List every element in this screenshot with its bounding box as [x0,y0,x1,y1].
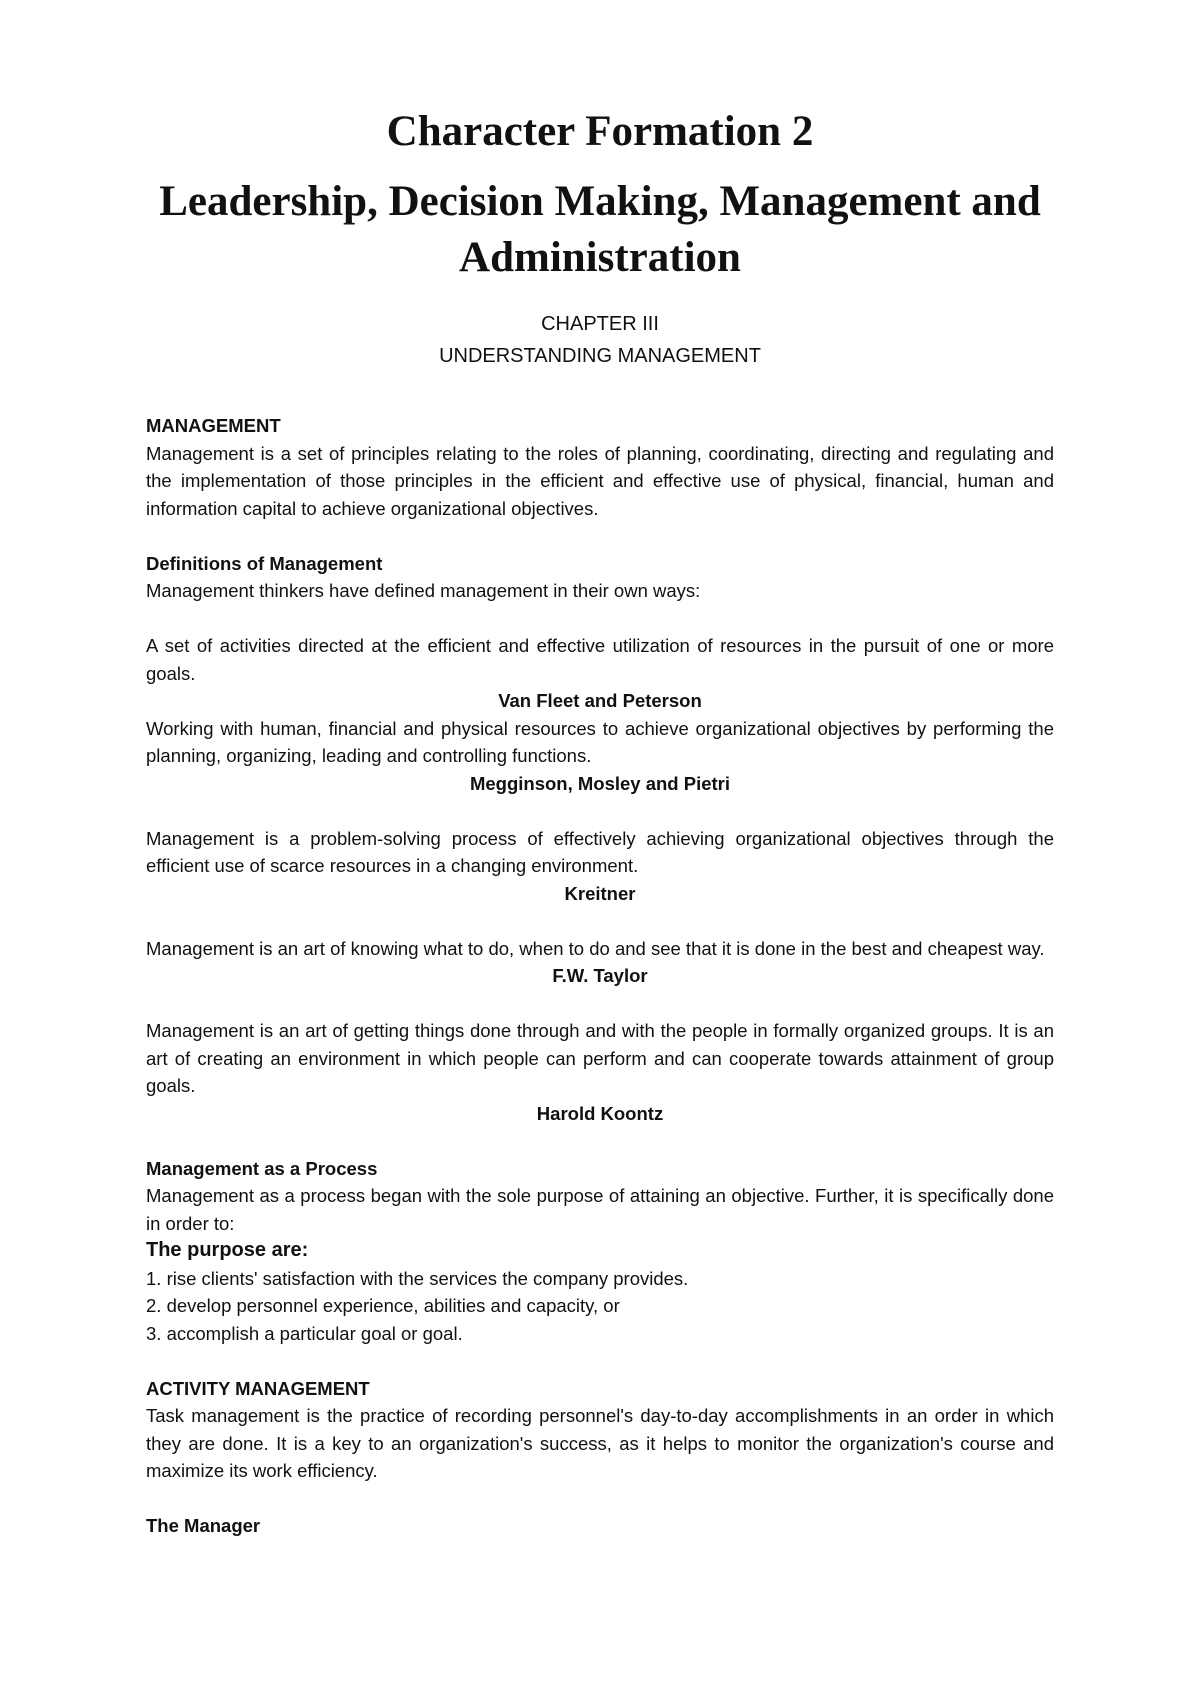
section-heading-manager: The Manager [146,1515,261,1536]
section-heading-activity: ACTIVITY MANAGEMENT [146,1377,370,1399]
manager-section [146,1512,1054,1540]
chapter-title: UNDERSTANDING MANAGEMENT [439,345,761,367]
list-item: 3. accomplish a particular goal or goal. [146,1322,463,1344]
section-heading-process: Management as a Process [146,1157,378,1179]
definition-author: Van Fleet and Peterson [498,690,702,711]
definition-text: Management is an art of knowing what to do, when to do and see that it is done in the best and cheapest way. [146,937,1045,959]
chapter-label: CHAPTER III [541,313,659,335]
definition-author: Harold Koontz [536,1102,664,1124]
management-section [146,412,1054,522]
activity-section [146,1375,1054,1485]
process-paragraph: Management as a process began with the sole purpose of attaining an objective. Further, it is specifically done in order to: [146,1185,1054,1234]
definition-author: F.W. Taylor [552,965,648,986]
definition-text: Working with human, financial and physical resources to achieve organizational objectives by performing the planning, organizing, leading and controlling functions. [146,717,1054,766]
list-item: 2. develop personnel experience, abilities and capacity, or [146,1295,620,1316]
section-heading-management: MANAGEMENT [146,415,281,436]
document-subtitle: Leadership, Decision Making, Management and Administration [159,178,1041,281]
definition-text: Management is an art of getting things done through and with the people in formally organized groups. It is an art of creating an environment in which people can perform and can cooperate towards attainment of group goals. [146,1020,1054,1096]
purpose-list [146,1265,1054,1348]
activity-paragraph: Task management is the practice of recording personnel's day-to-day accomplishments in an order in which they are done. It is a key to an organization's success, as it helps to monitor the organization's course and maximize its work efficiency. [146,1405,1054,1481]
section-heading-definitions: Definitions of Management [146,552,383,574]
definition-author: Kreitner [564,882,636,904]
purpose-label: The purpose are: [146,1239,309,1261]
process-section [146,1155,1054,1348]
definition-author: Megginson, Mosley and Pietri [469,772,731,794]
definitions-section [146,550,1054,1128]
management-paragraph: Management is a set of principles relating to the roles of planning, coordinating, directing and regulating and the implementation of those principles in the efficient and effective use of physical, financial, human and information capital to achieve organizational objectives. [146,442,1054,519]
document-title: Character Formation 2 [386,108,814,155]
definition-text: Management is a problem-solving process of effectively achieving organizational objectives through the efficient use of scarce resources in a changing environment. [146,827,1054,876]
definitions-intro: Management thinkers have defined management in their own ways: [146,580,701,601]
definition-text: A set of activities directed at the efficient and effective utilization of resources in the pursuit of one or more goals. [146,635,1054,684]
list-item: 1. rise clients' satisfaction with the services the company provides. [146,1267,689,1289]
